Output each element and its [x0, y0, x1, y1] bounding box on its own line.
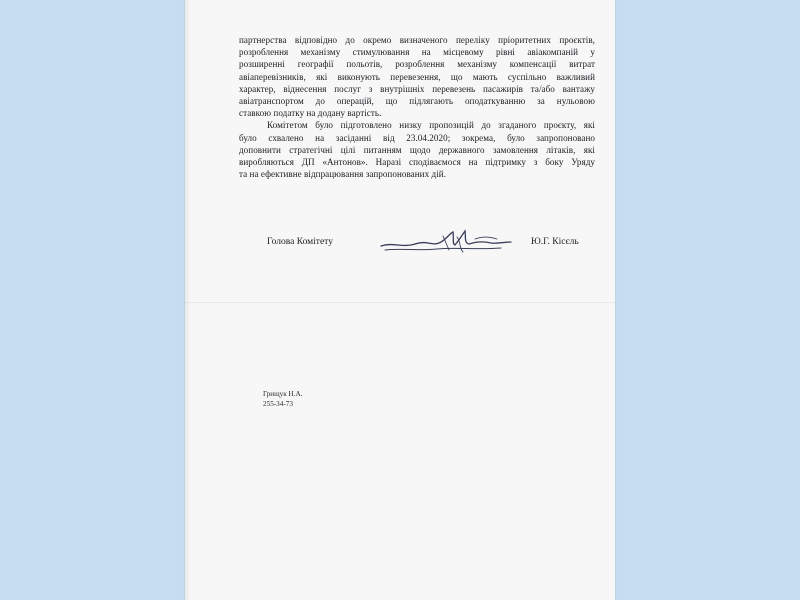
text-line: ставкою податку на додану вартість.	[239, 108, 382, 119]
executor-block	[263, 390, 303, 409]
paragraph-2	[239, 119, 595, 180]
text-line: доповнити стратегічні цілі питанням щодо державного замовлення літаків, які	[239, 144, 595, 155]
signature-block	[185, 232, 615, 258]
text-line: характер, віднесення послуг з внутрішніх перевезень пасажирів та/або вантажу	[239, 83, 595, 94]
text-line: авіаперевізників, які виконують перевезення, що мають суспільно важливий	[239, 71, 595, 82]
text-line: виробляються ДП «Антонов». Наразі сподіваємося на підтримку з боку Уряду	[239, 157, 595, 168]
signatory-name: Ю.Г. Кісєль	[531, 237, 579, 247]
page-fold-line	[185, 302, 615, 303]
text-line: партнерства відповідно до окремо визначеного переліку пріоритетних проєктів,	[239, 35, 595, 45]
document-page	[185, 0, 615, 600]
text-line: авіатранспортом до операцій, що підлягають оподаткуванню за нульовою	[239, 96, 595, 107]
letter-body	[239, 34, 595, 180]
executor-name: Грищук Н.А.	[263, 390, 303, 398]
text-line: Комітетом було підготовлено низку пропозицій до згаданого проєкту, які	[267, 120, 595, 131]
text-line: розширенні географії польотів, розроблення механізму компенсації витрат	[239, 59, 595, 70]
paragraph-1	[239, 34, 595, 119]
text-line: було схвалено на засіданні від 23.04.2020; зокрема, було запропоновано	[239, 132, 595, 143]
signatory-title: Голова Комітету	[267, 237, 333, 247]
text-line: та на ефективне відпрацювання запропонованих дій.	[239, 169, 447, 180]
executor-phone: 255-34-73	[263, 399, 293, 408]
handwritten-signature	[379, 228, 514, 258]
text-line: розроблення механізму стимулювання на місцевому рівні авіакомпаній у	[239, 47, 595, 58]
